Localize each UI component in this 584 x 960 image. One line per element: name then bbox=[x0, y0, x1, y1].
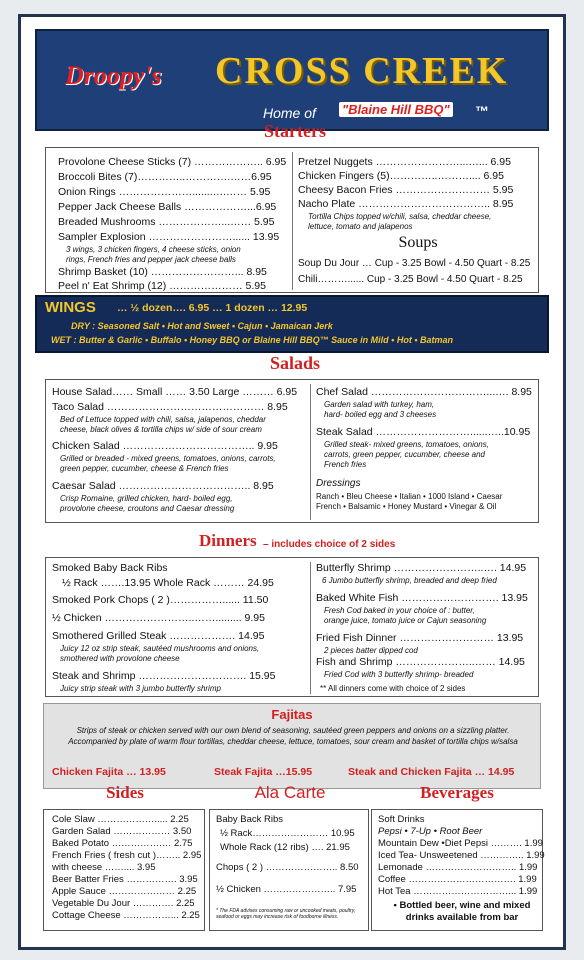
side-item: Beer Batter Fries ……………. 3.95 bbox=[52, 874, 198, 885]
starter-item: Shrimp Basket (10) ……………………... 8.95 bbox=[58, 266, 267, 278]
chef-description: Garden salad with turkey, ham, hard- boiled egg and 3 cheeses bbox=[324, 400, 437, 419]
dinners-subtitle: – includes choice of 2 sides bbox=[263, 539, 396, 550]
sides-box bbox=[43, 809, 205, 931]
friedfish-description: 2 pieces batter dipped cod bbox=[324, 646, 418, 655]
wings-title: WINGS bbox=[45, 299, 96, 316]
dinners-note: ** All dinners come with choice of 2 sides bbox=[320, 684, 466, 693]
side-item: Vegetable Du Jour …………. 2.25 bbox=[52, 898, 195, 909]
soups-title: Soups bbox=[398, 234, 438, 251]
taco-description: Bed of Lettuce topped with chili, salsa, jalapenos, cheddar cheese, black olives & tortilla chips w/ side of sour cream bbox=[60, 415, 266, 434]
starter-item: Nacho Plate ……………………………….. 8.95 bbox=[298, 198, 514, 210]
caesar-description: Crisp Romaine, grilled chicken, hard- boiled egg, provolone cheese, croutons and Caesar dressing bbox=[60, 494, 235, 513]
fajitas-title: Fajitas bbox=[271, 707, 313, 722]
bar-note: • Bottled beer, wine and mixed drinks available from bar bbox=[393, 900, 531, 923]
beverage-item: Hot Tea …………………………... 1.99 bbox=[378, 886, 538, 897]
salad-item: Steak Salad ………………………......…..10.95 bbox=[316, 426, 531, 438]
side-item: Baked Potato …………….… 2.75 bbox=[52, 838, 193, 849]
dinner-item: Fish and Shrimp …………………..…… 14.95 bbox=[316, 656, 525, 668]
fajitas-description: Strips of steak or chicken served with our own blend of seasoning, sautéed green peppers and onions on a sizzling platter. Accompanied by plate of warm flour tortillas, cheddar cheese, lettuce, tomatoes, sour cream and basket of tortilla chips w/salsa bbox=[68, 726, 518, 746]
home-of-label: Home of bbox=[263, 105, 316, 121]
starters-title: Starters bbox=[264, 121, 326, 141]
menu-page bbox=[18, 14, 566, 950]
starter-item: Onion Rings ………………….......….…… 5.95 bbox=[58, 186, 271, 198]
nacho-description: Tortilla Chips topped w/chili, salsa, cheddar cheese, lettuce, tomato and jalapenos bbox=[308, 212, 492, 231]
starter-item: Pretzel Nuggets ……………………...…... 6.95 bbox=[298, 156, 511, 168]
fda-warning: * The FDA advises consuming raw or uncooked meats, poultry, seafood or eggs may increase risk of foodborne illness. bbox=[216, 908, 356, 921]
dinner-item: Fried Fish Dinner ……………………… 13.95 bbox=[316, 632, 524, 644]
whitefish-description: Fresh Cod baked in your choice of : butter, orange juice, tomato juice or Cajun seasoning bbox=[324, 606, 487, 625]
wings-dry-flavors: DRY : Seasoned Salt • Hot and Sweet • Cajun • Jamaican Jerk bbox=[71, 321, 333, 331]
brand-cross-creek: CROSS CREEK bbox=[215, 50, 509, 92]
beverage-item: Coffee ……………………………. 1.99 bbox=[378, 874, 537, 885]
fishshrimp-description: Fried Cod with 3 butterfly shrimp- breaded bbox=[324, 670, 474, 679]
dinner-item: Butterfly Shrimp ……………………..…. 14.95 bbox=[316, 562, 527, 574]
dinner-item: ½ Chicken ……………………..……......... 9.95 bbox=[52, 612, 265, 624]
dinners-title: Dinners bbox=[199, 531, 257, 550]
chicken-fajita: Chicken Fajita … 13.95 bbox=[52, 766, 166, 778]
wings-banner bbox=[35, 295, 549, 353]
butterfly-description: 6 Jumbo butterfly shrimp, breaded and deep fried bbox=[322, 576, 497, 585]
beverage-item: Soft Drinks bbox=[378, 814, 425, 825]
steak-description: Juicy 12 oz strip steak, sautéed mushrooms and onions, smothered with provolone cheese bbox=[60, 644, 260, 663]
salad-item: Caesar Salad ……………………………….. 8.95 bbox=[52, 480, 274, 492]
side-item: French Fries ( fresh cut )…….. 2.95 bbox=[52, 850, 202, 861]
wings-wet-flavors: WET : Butter & Garlic • Buffalo • Honey BBQ or Blaine Hill BBQ™ Sauce in Mild • Hot • Batman bbox=[51, 335, 453, 345]
chicken-salad-description: Grilled or breaded - mixed greens, tomatoes, onions, carrots, green pepper, cucumber, cheese & French fries bbox=[60, 454, 276, 473]
salad-item: House Salad…… Small …… 3.50 Large ……… 6.95 bbox=[52, 386, 298, 398]
alacarte-item: ½ Rack…………………… 10.95 bbox=[220, 828, 355, 839]
starter-item: Provolone Cheese Sticks (7) ……………….. 6.95 bbox=[58, 156, 287, 168]
beverage-item: Lemonade ……………………….. 1.99 bbox=[378, 862, 538, 873]
sides-title: Sides bbox=[106, 783, 144, 802]
starters-box bbox=[45, 147, 539, 293]
dinner-item: Baked White Fish ………………………. 13.95 bbox=[316, 592, 528, 604]
salad-item: Chicken Salad ……………………………….. 9.95 bbox=[52, 440, 278, 452]
sampler-description: 3 wings, 3 chicken fingers, 4 cheese sticks, onion rings, French fries and pepper jack cheese balls bbox=[66, 245, 241, 264]
trademark-mark: ™ bbox=[475, 103, 489, 119]
beverage-item: Mountain Dew •Diet Pepsi ………. 1.99 bbox=[378, 838, 543, 849]
beverage-item: Iced Tea- Unsweetened ………….. 1.99 bbox=[378, 850, 545, 861]
dinners-box bbox=[45, 557, 539, 697]
alacarte-title: Ala Carte bbox=[254, 783, 326, 802]
alacarte-item: Baby Back Ribs bbox=[216, 814, 284, 825]
starter-item: Broccoli Bites (7)…………..………….……6.95 bbox=[58, 171, 272, 183]
steak-salad-description: Grilled steak- mixed greens, tomatoes, onions, carrots, green pepper, cucumber, cheese and French fries bbox=[324, 440, 489, 469]
alacarte-item: Whole Rack (12 ribs) …. 21.95 bbox=[220, 842, 350, 853]
soup-item: Chili………...... Cup - 3.25 Bowl - 4.50 Quart - 8.25 bbox=[298, 274, 523, 285]
salads-divider bbox=[310, 384, 311, 520]
beverages-box bbox=[371, 809, 543, 931]
side-item: Cottage Cheese ……………... 2.25 bbox=[52, 910, 200, 921]
starter-item: Cheesy Bacon Fries ……………………… 5.95 bbox=[298, 184, 514, 196]
salads-box bbox=[45, 379, 539, 523]
dinner-item: Steak and Shrimp …………………………. 15.95 bbox=[52, 670, 276, 682]
dressings-list: Ranch • Bleu Cheese • Italian • 1000 Island • Caesar French • Balsamic • Honey Mustard • Vinegar & Oil bbox=[316, 492, 503, 511]
side-item: Cole Slaw ………………..... 2.25 bbox=[52, 814, 189, 825]
alacarte-item: Chops ( 2 ) ………………….. 8.50 bbox=[216, 862, 359, 873]
dinner-item: Smothered Grilled Steak ………………. 14.95 bbox=[52, 630, 265, 642]
beverage-item: Pepsi • 7-Up • Root Beer bbox=[378, 826, 483, 837]
dressings-title: Dressings bbox=[316, 478, 361, 489]
beverages-title: Beverages bbox=[420, 783, 494, 802]
side-item: with cheese …….... 3.95 bbox=[52, 862, 156, 873]
starter-item: Pepper Jack Cheese Balls ………………...6.95 bbox=[58, 201, 277, 213]
dinner-item: Smoked Pork Chops ( 2 )……………...... 11.50 bbox=[52, 594, 269, 606]
brand-droopys: Droopy's bbox=[65, 61, 162, 90]
starter-item: Breaded Mushrooms ………………...…… 5.95 bbox=[58, 216, 275, 228]
side-item: Apple Sauce ………………… 2.25 bbox=[52, 886, 197, 897]
soup-item: Soup Du Jour … Cup - 3.25 Bowl - 4.50 Quart - 8.25 bbox=[298, 258, 531, 269]
starter-item: Chicken Fingers (5)…………..……….... 6.95 bbox=[298, 170, 504, 182]
dinners-divider bbox=[310, 562, 311, 694]
dinner-item: ½ Rack …….13.95 Whole Rack ……… 24.95 bbox=[62, 577, 274, 589]
side-item: Garden Salad ……………… 3.50 bbox=[52, 826, 192, 837]
dinner-item: Smoked Baby Back Ribs bbox=[52, 562, 168, 574]
menu-header bbox=[35, 29, 549, 131]
steak-chicken-fajita: Steak and Chicken Fajita … 14.95 bbox=[348, 766, 515, 778]
salads-title: Salads bbox=[269, 353, 321, 373]
blaine-hill-label: "Blaine Hill BBQ" bbox=[339, 102, 453, 117]
starter-item: Peel n' Eat Shrimp (12) ………………… 5.95 bbox=[58, 280, 266, 292]
starter-item: Sampler Explosion ……………………...... 13.95 bbox=[58, 231, 280, 243]
starters-divider bbox=[292, 152, 293, 290]
salad-item: Chef Salad ……………………………...…. 8.95 bbox=[316, 386, 532, 398]
steak-shrimp-description: Juicy strip steak with 3 jumbo butterfly shrimp bbox=[60, 684, 221, 693]
alacarte-box bbox=[209, 809, 369, 931]
steak-fajita: Steak Fajita …15.95 bbox=[214, 766, 313, 778]
alacarte-item: ½ Chicken ………………….. 7.95 bbox=[216, 884, 357, 895]
salad-item: Taco Salad ……………………………………… 8.95 bbox=[52, 401, 288, 413]
fajitas-box bbox=[43, 703, 541, 789]
wings-prices: … ½ dozen…. 6.95 … 1 dozen … 12.95 bbox=[117, 302, 308, 314]
